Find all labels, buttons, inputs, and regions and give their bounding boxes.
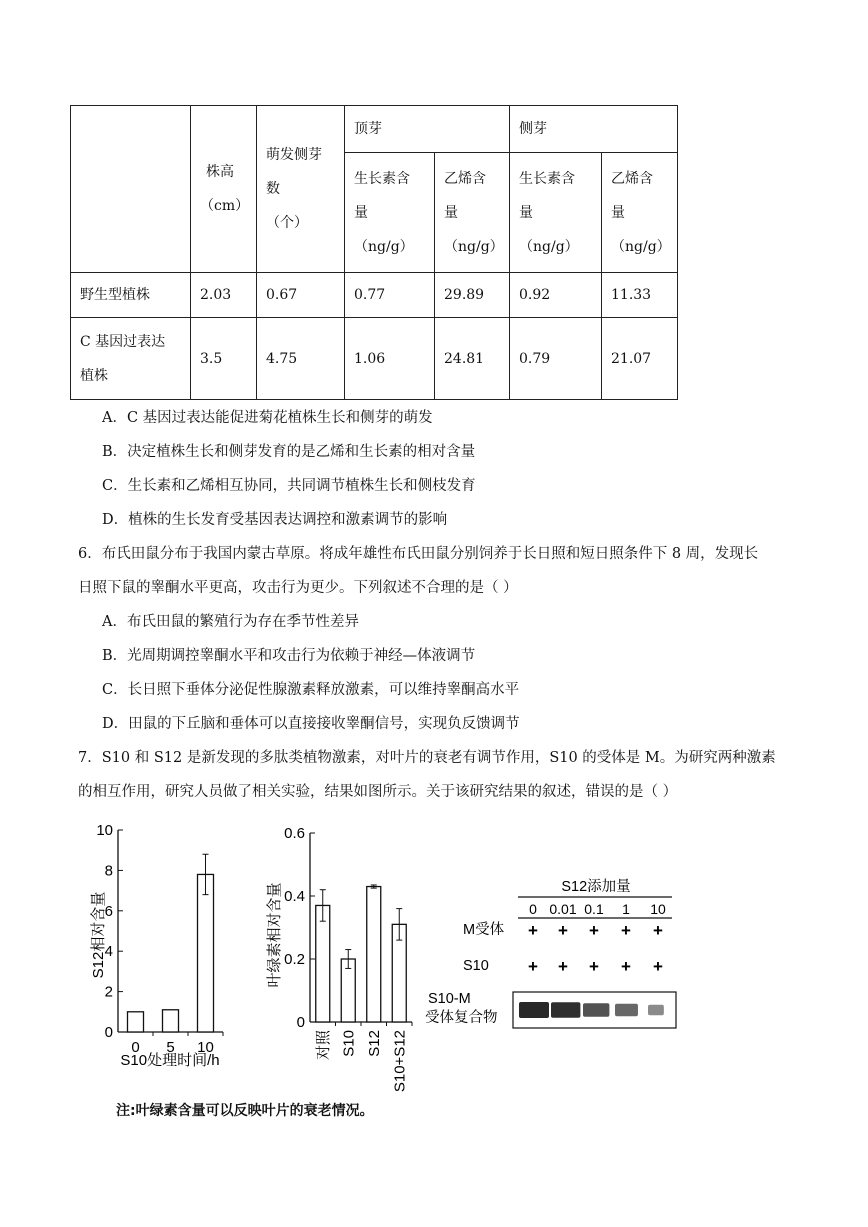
- header-text: 株高: [206, 164, 234, 180]
- row-label: 野生型植株: [71, 273, 191, 318]
- header-text: 量: [519, 204, 533, 221]
- q6-option-d: D．田鼠的下丘脑和垂体可以直接接收睾酮信号，实现负反馈调节: [102, 716, 520, 732]
- header-text: 乙烯含: [611, 170, 653, 187]
- x-tick-label: 对照: [314, 1030, 332, 1061]
- y-tick-label: 0.6: [284, 825, 305, 842]
- table-cell: 0.92: [510, 273, 602, 318]
- table-row: [71, 273, 678, 318]
- table-cell: 3.5: [191, 318, 257, 400]
- bar: [367, 887, 381, 1022]
- header-text: 生长素含: [354, 170, 410, 187]
- western-blot-figure: [420, 870, 690, 1035]
- hormone-data-table: [70, 105, 678, 400]
- y-tick-label: 0.4: [284, 888, 305, 905]
- x-tick-label: 0: [131, 1039, 140, 1056]
- header-text: 量: [354, 204, 368, 221]
- header-text: 量: [444, 204, 458, 221]
- y-tick-label: 8: [104, 862, 113, 880]
- q6-option-b: B．光周期调控睾酮水平和攻击行为依赖于神经—体液调节: [102, 648, 476, 664]
- chart-plot-area: [96, 822, 223, 1056]
- q6-stem-line2: 日照下鼠的睾酮水平更高，攻击行为更少。下列叙述不合理的是（ ）: [78, 580, 518, 596]
- table-cell: 2.03: [191, 273, 257, 318]
- col-header-side-auxin: [510, 153, 602, 273]
- blot-plus-sign: +: [653, 957, 663, 976]
- blot-plus-sign: +: [621, 957, 631, 976]
- header-unit: （ng/g）: [611, 238, 671, 255]
- figure-note: 注:叶绿素含量可以反映叶片的衰老情况。: [116, 1103, 374, 1119]
- y-axis-label: 叶绿素相对含量: [266, 882, 283, 988]
- blot-column-label: 10: [650, 901, 666, 917]
- table-cell: 0.67: [257, 273, 345, 318]
- header-text: 萌发侧芽: [266, 147, 322, 163]
- header-text: 数: [266, 181, 280, 197]
- y-tick-label: 0.2: [284, 951, 305, 968]
- blot-plus-sign: +: [558, 957, 568, 976]
- blot-row-label: M受体: [463, 922, 505, 938]
- table-cell: 0.77: [345, 273, 435, 318]
- y-tick-label: 4: [104, 943, 113, 961]
- y-tick-label: 0: [296, 1014, 305, 1031]
- x-tick-label: 5: [166, 1039, 175, 1056]
- header-unit: （个）: [266, 215, 308, 231]
- header-unit: （cm）: [200, 198, 250, 214]
- x-tick-label: S10+S12: [391, 1030, 409, 1093]
- blot-band: [583, 1003, 609, 1017]
- q6-option-a: A．布氏田鼠的繁殖行为存在季节性差异: [102, 614, 359, 630]
- header-unit: （ng/g）: [354, 238, 414, 255]
- table-cell: 4.75: [257, 318, 345, 400]
- col-header-side-ethylene: [602, 153, 678, 273]
- table-cell: 11.33: [602, 273, 678, 318]
- blot-row-label: S10: [463, 958, 489, 974]
- x-tick-label: S12: [365, 1030, 383, 1057]
- col-group-side-bud: 侧芽: [510, 106, 678, 153]
- bar: [163, 1010, 179, 1032]
- y-tick-label: 0: [104, 1024, 113, 1041]
- blot-plus-sign: +: [558, 921, 568, 940]
- chart-plot-area: [284, 825, 412, 1092]
- blot-plus-sign: +: [589, 921, 599, 940]
- s12-content-chart: [70, 815, 240, 1085]
- table-cell: 1.06: [345, 318, 435, 400]
- x-tick-label: S10: [340, 1030, 358, 1057]
- blot-plus-sign: +: [589, 957, 599, 976]
- blot-column-label: 1: [622, 901, 630, 917]
- col-header-top-ethylene: [435, 153, 510, 273]
- blot-table: [463, 878, 676, 1028]
- blot-plus-sign: +: [528, 921, 538, 940]
- q6-option-c: C．长日照下垂体分泌促性腺激素释放激素，可以维持睾酮高水平: [102, 682, 520, 698]
- y-tick-label: 2: [104, 983, 113, 1001]
- q5-option-b: B．决定植株生长和侧芽发育的是乙烯和生长素的相对含量: [102, 444, 476, 460]
- y-tick-label: 6: [104, 902, 113, 920]
- table-corner-cell: [71, 106, 191, 273]
- header-text: 生长素含: [519, 170, 575, 187]
- q7-stem-line2: 的相互作用，研究人员做了相关实验，结果如图所示。关于该研究结果的叙述，错误的是（ ）: [78, 784, 678, 800]
- col-header-top-auxin: [345, 153, 435, 273]
- x-axis-label: S10处理时间/h: [120, 1052, 220, 1069]
- col-header-buds: [257, 106, 345, 273]
- blot-title: S12添加量: [561, 879, 631, 895]
- q6-stem-line1: 6．布氏田鼠分布于我国内蒙古草原。将成年雄性布氏田鼠分别饲养于长日照和短日照条件下 8 周，发现长: [78, 546, 759, 562]
- x-tick-label: 10: [197, 1039, 214, 1056]
- blot-column-label: 0: [529, 901, 537, 917]
- blot-band: [519, 1002, 549, 1018]
- blot-column-label: 0.01: [549, 901, 577, 917]
- table-row: [71, 318, 678, 400]
- blot-plus-sign: +: [653, 921, 663, 940]
- header-unit: （ng/g）: [444, 238, 504, 255]
- blot-band: [648, 1005, 664, 1015]
- col-header-height: [191, 106, 257, 273]
- table-cell: 29.89: [435, 273, 510, 318]
- bar: [198, 874, 214, 1032]
- header-text: 量: [611, 204, 625, 221]
- chlorophyll-chart: [262, 815, 422, 1100]
- col-group-top-bud: 顶芽: [345, 106, 510, 153]
- y-axis-label: S12相对含量: [90, 891, 107, 979]
- bar: [128, 1012, 144, 1032]
- row-label-line: C 基因过表达: [80, 333, 166, 350]
- table-cell: 0.79: [510, 318, 602, 400]
- blot-label-line2: 受体复合物: [425, 1010, 498, 1026]
- blot-band: [615, 1004, 638, 1016]
- bar: [316, 905, 330, 1022]
- q7-stem-line1: 7．S10 和 S12 是新发现的多肽类植物激素，对叶片的衰老有调节作用，S10 的受体是 M。为研究两种激素: [78, 750, 776, 766]
- row-label: [71, 318, 191, 400]
- blot-column-label: 0.1: [584, 901, 604, 917]
- header-text: 乙烯含: [444, 170, 486, 187]
- y-tick-label: 10: [96, 822, 113, 839]
- blot-band: [551, 1002, 580, 1018]
- header-unit: （ng/g）: [519, 238, 579, 255]
- blot-plus-sign: +: [528, 957, 538, 976]
- q5-option-d: D．植株的生长发育受基因表达调控和激素调节的影响: [102, 512, 448, 528]
- q5-option-c: C．生长素和乙烯相互协同，共同调节植株生长和侧枝发育: [102, 478, 476, 494]
- q5-option-a: A．C 基因过表达能促进菊花植株生长和侧芽的萌发: [102, 410, 433, 426]
- blot-label-line1: S10-M: [428, 991, 471, 1007]
- row-label-line: 植株: [80, 367, 108, 384]
- blot-plus-sign: +: [621, 921, 631, 940]
- table-cell: 24.81: [435, 318, 510, 400]
- table-cell: 21.07: [602, 318, 678, 400]
